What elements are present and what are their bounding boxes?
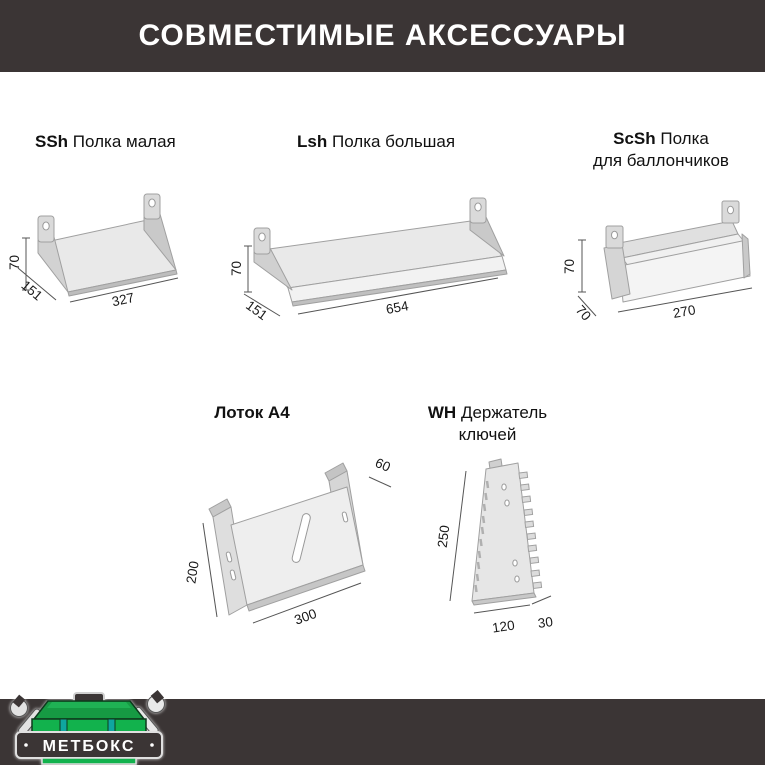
product-code-lsh: Lsh — [297, 132, 328, 151]
toolbox-icon — [32, 693, 146, 732]
metbox-logo — [4, 691, 174, 765]
header-bar — [0, 0, 765, 72]
dim-wh-height: 250 — [434, 524, 453, 549]
ssh-shelf-drawing — [7, 190, 212, 322]
dim-wh-width: 120 — [491, 617, 516, 636]
scsh-shelf-drawing — [556, 196, 765, 322]
product-name2-wh: ключей — [458, 425, 517, 444]
product-name-scsh: Полка — [660, 129, 709, 148]
product-code-scsh: ScSh — [613, 129, 656, 148]
product-title-wh — [405, 402, 570, 446]
product-name2-scsh: для баллончиков — [593, 151, 729, 170]
dim-wh-depth: 30 — [536, 614, 554, 632]
product-name-a4: Лоток А4 — [214, 403, 290, 422]
lsh-shelf-drawing — [229, 190, 545, 324]
a4-tray-drawing — [183, 437, 397, 647]
dim-lsh-depth: 151 — [243, 297, 271, 324]
dim-ssh-depth: 151 — [18, 277, 46, 304]
product-name-ssh: Полка малая — [72, 132, 176, 151]
product-name-lsh: Полка большая — [331, 132, 456, 151]
dim-lsh-width: 654 — [384, 298, 410, 317]
dim-ssh-height: 70 — [7, 254, 22, 270]
dim-a4-width: 300 — [292, 605, 319, 628]
dim-scsh-width: 270 — [671, 302, 697, 321]
product-title-scsh — [565, 128, 757, 172]
product-code-wh: WH — [427, 403, 457, 422]
product-code-ssh: SSh — [35, 132, 69, 151]
page-title: СОВМЕСТИМЫЕ АКСЕССУАРЫ — [138, 19, 627, 52]
brand-name: МЕТБОКС — [42, 738, 136, 755]
dim-a4-height: 200 — [183, 559, 202, 585]
dim-scsh-height: 70 — [562, 258, 577, 274]
wh-key-holder-drawing — [420, 443, 605, 645]
product-title-ssh — [35, 131, 176, 153]
dim-scsh-depth: 70 — [572, 302, 594, 324]
product-name-wh: Держатель — [460, 403, 548, 422]
product-title-a4 — [182, 402, 322, 424]
brand-plate — [16, 732, 162, 764]
product-title-lsh — [297, 131, 455, 153]
dim-lsh-height: 70 — [229, 260, 244, 276]
dim-ssh-width: 327 — [110, 289, 136, 310]
dim-a4-depth: 60 — [372, 454, 393, 475]
